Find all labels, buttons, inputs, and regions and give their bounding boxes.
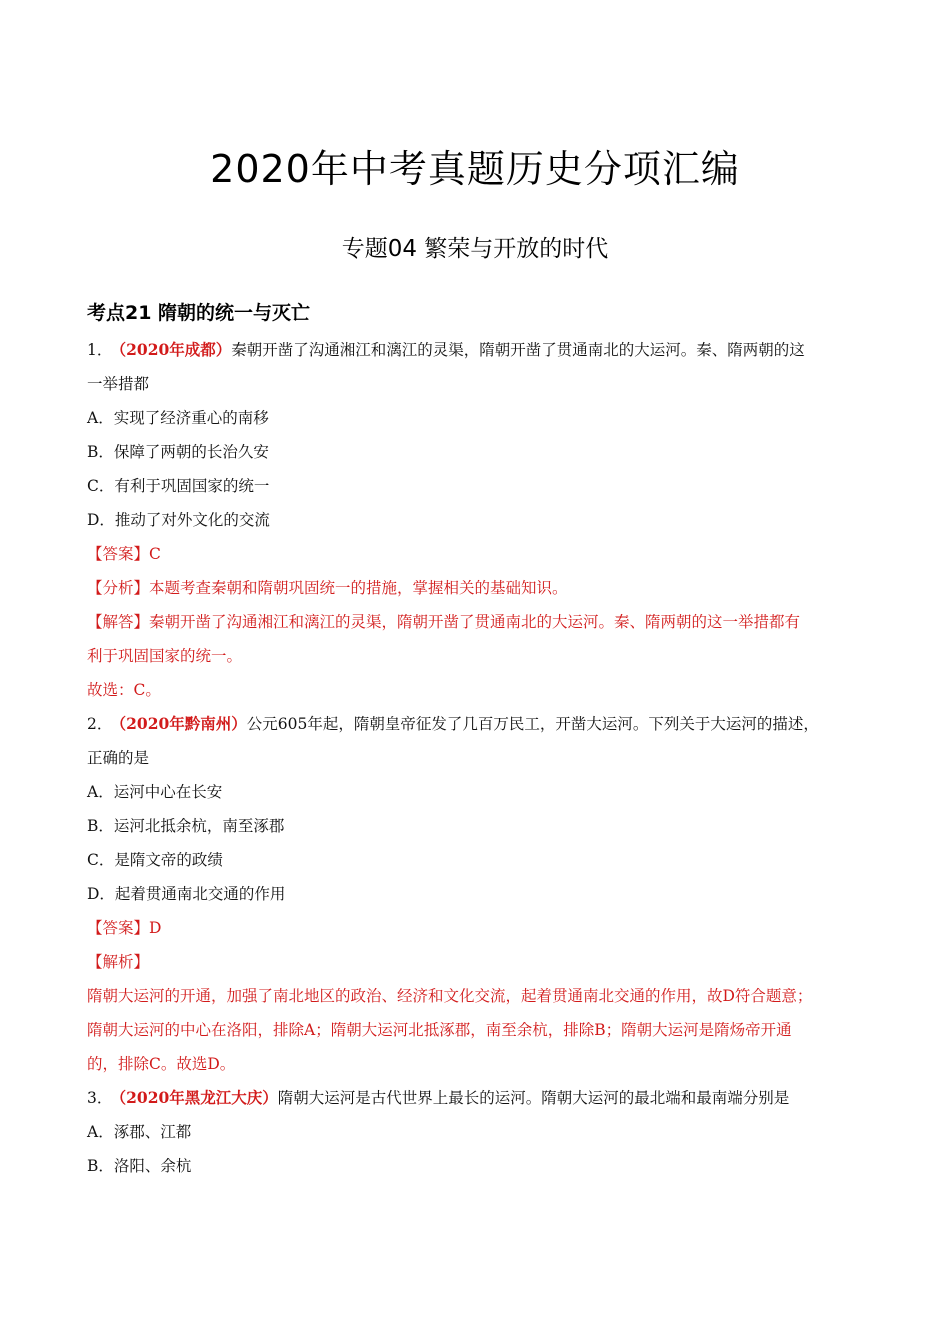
q3-stem-text: 隋朝大运河是古代世界上最长的运河。隋朝大运河的最北端和最南端分别是 bbox=[277, 1089, 790, 1107]
q1-number: 1． bbox=[87, 341, 113, 359]
q3-option-b: B．洛阳、余杭 bbox=[87, 1157, 192, 1175]
q1-choice: 故选：C。 bbox=[87, 681, 161, 699]
q2-stem bbox=[87, 707, 867, 741]
questions-body bbox=[87, 333, 867, 1183]
q2-explain-head: 【解析】 bbox=[87, 953, 150, 971]
q2-stem-cont: 正确的是 bbox=[87, 749, 150, 767]
q1-stem-text: 秦朝开凿了沟通湘江和漓江的灵渠，隋朝开凿了贯通南北的大运河。秦、隋两朝的这 bbox=[231, 341, 805, 359]
q1-stem bbox=[87, 333, 867, 367]
q1-answer: 【答案】C bbox=[87, 545, 161, 563]
q3-stem bbox=[87, 1081, 867, 1115]
q2-explain-3: 的，排除C。故选D。 bbox=[87, 1055, 236, 1073]
q2-stem-text: 公元605年起，隋朝皇帝征发了几百万民工，开凿大运河。下列关于大运河的描述， bbox=[246, 715, 819, 733]
q1-option-d: D．推动了对外文化的交流 bbox=[87, 511, 270, 529]
topic-subtitle: 专题04 繁荣与开放的时代 bbox=[341, 236, 609, 262]
q1-solution: 【解答】秦朝开凿了沟通湘江和漓江的灵渠，隋朝开凿了贯通南北的大运河。秦、隋两朝的这一举措都有 bbox=[87, 613, 801, 631]
q1-stem-cont: 一举措都 bbox=[87, 375, 150, 393]
q1-option-a: A．实现了经济重心的南移 bbox=[87, 409, 269, 427]
q2-option-b: B．运河北抵余杭，南至涿郡 bbox=[87, 817, 285, 835]
section-heading: 考点21 隋朝的统一与灭亡 bbox=[87, 302, 311, 324]
q2-explain-1: 隋朝大运河的开通，加强了南北地区的政治、经济和文化交流，起着贯通南北交通的作用，故D符合题意； bbox=[87, 987, 813, 1005]
q1-option-c: C．有利于巩固国家的统一 bbox=[87, 477, 270, 495]
q3-number: 3． bbox=[87, 1089, 113, 1107]
q3-source: （2020年黑龙江大庆） bbox=[118, 1088, 278, 1107]
q2-number: 2． bbox=[87, 715, 113, 733]
q2-answer: 【答案】D bbox=[87, 919, 162, 937]
q1-option-b: B．保障了两朝的长治久安 bbox=[87, 443, 269, 461]
q1-solution-cont: 利于巩固国家的统一。 bbox=[87, 647, 243, 665]
q2-explain-2: 隋朝大运河的中心在洛阳，排除A；隋朝大运河北抵涿郡，南至余杭，排除B；隋朝大运河是隋炀帝开通 bbox=[87, 1021, 792, 1039]
q3-option-a: A．涿郡、江都 bbox=[87, 1123, 192, 1141]
q1-analysis: 【分析】本题考查秦朝和隋朝巩固统一的措施，掌握相关的基础知识。 bbox=[87, 579, 568, 597]
q1-source: （2020年成都） bbox=[118, 340, 232, 359]
q2-option-c: C．是隋文帝的政绩 bbox=[87, 851, 223, 869]
q2-source: （2020年黔南州） bbox=[118, 714, 247, 733]
q2-option-a: A．运河中心在长安 bbox=[87, 783, 223, 801]
q2-option-d: D．起着贯通南北交通的作用 bbox=[87, 885, 286, 903]
document-title: 2020年中考真题历史分项汇编 bbox=[210, 147, 740, 191]
